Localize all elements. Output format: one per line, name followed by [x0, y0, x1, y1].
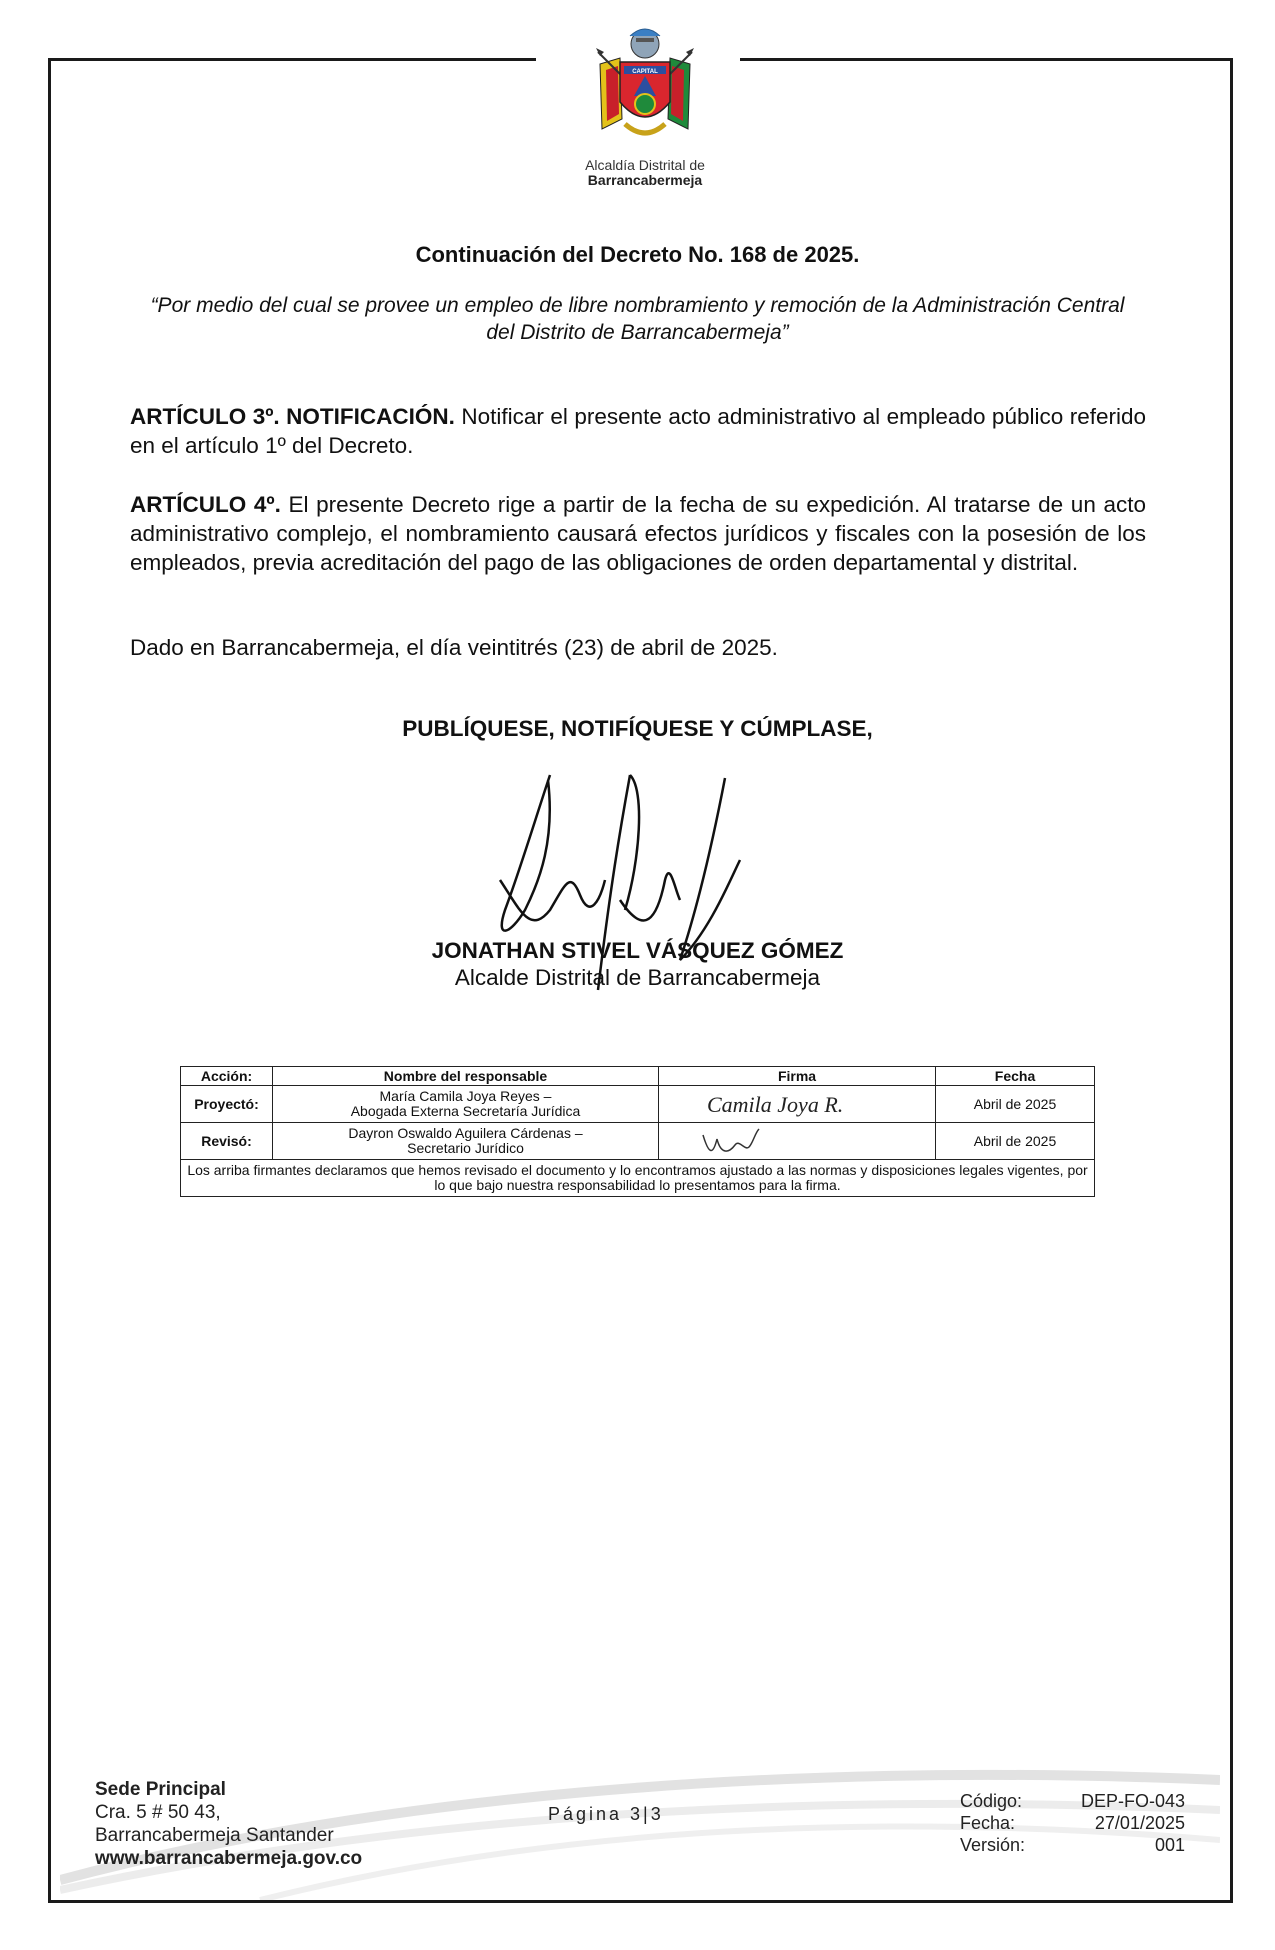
footer-code-row — [960, 1790, 1185, 1812]
article-4-text: El presente Decreto rige a partir de la fecha de su expedición. Al tratarse de un acto administrativo complejo, el nombramiento causará efectos jurídicos y fiscales con la posesión de los empleados, previa acreditación del pago de las obligaciones de orden departamental y distrital. — [130, 492, 1146, 575]
footer-version-label: Versión: — [960, 1835, 1026, 1855]
header-date: Fecha — [936, 1067, 1095, 1086]
row-date: Abril de 2025 — [936, 1123, 1095, 1160]
row-name-line1: Dayron Oswaldo Aguilera Cárdenas – — [348, 1125, 583, 1141]
closing-formula: PUBLÍQUESE, NOTIFÍQUESE Y CÚMPLASE, — [402, 716, 873, 741]
article-4 — [130, 490, 1146, 577]
footer-address — [95, 1778, 362, 1870]
footer-doc-info — [960, 1790, 1185, 1856]
page-number: Página 3|3 — [548, 1804, 664, 1824]
footer-version-row — [960, 1834, 1185, 1856]
handwritten-signature — [699, 1088, 879, 1120]
table-row — [181, 1123, 1095, 1160]
article-4-heading: ARTÍCULO 4º. — [130, 492, 281, 517]
logo-caption-line1: Alcaldía Distrital de — [585, 157, 705, 173]
table-note-row — [181, 1160, 1095, 1197]
svg-text:Camila Joya R.: Camila Joya R. — [707, 1092, 844, 1117]
header-name: Nombre del responsable — [273, 1067, 659, 1086]
footer-website-link[interactable]: www.barrancabermeja.gov.co — [95, 1848, 363, 1869]
document-title: Continuación del Decreto No. 168 de 2025. — [415, 242, 860, 267]
svg-text:CAPITAL: CAPITAL — [632, 69, 658, 75]
article-3-text: Notificar el presente acto administrativo al empleado público referido en el artículo 1º del Decreto. — [130, 404, 1146, 458]
signer-name: JONATHAN STIVEL VÁSQUEZ GÓMEZ — [431, 938, 844, 963]
row-name-line2: Abogada Externa Secretaría Jurídica — [350, 1103, 581, 1119]
footer-code-value: DEP-FO-043 — [1080, 1791, 1185, 1811]
row-date: Abril de 2025 — [936, 1086, 1095, 1123]
row-signature — [659, 1086, 936, 1123]
header-signature: Firma — [659, 1067, 936, 1086]
logo-caption — [545, 158, 745, 188]
footer-version-value: 001 — [1154, 1835, 1185, 1855]
coat-of-arms-logo — [590, 24, 700, 156]
article-3-heading: ARTÍCULO 3º. NOTIFICACIÓN. — [130, 404, 455, 429]
row-action: Revisó: — [181, 1123, 273, 1160]
row-action: Proyectó: — [181, 1086, 273, 1123]
row-signature — [659, 1123, 936, 1160]
article-3 — [130, 402, 1146, 460]
review-note: Los arriba firmantes declaramos que hemos revisado el documento y lo encontramos ajustado a las normas y disposiciones legales vigentes, por lo que bajo nuestra responsabilidad lo presentamos para la firma. — [181, 1160, 1095, 1197]
review-table — [180, 1066, 1095, 1197]
footer-address-line1: Cra. 5 # 50 43, — [95, 1802, 221, 1823]
footer-code-label: Código: — [960, 1791, 1023, 1811]
footer-address-line2: Barrancabermeja Santander — [95, 1825, 334, 1846]
footer-date-label: Fecha: — [960, 1813, 1016, 1833]
row-name-line1: María Camila Joya Reyes – — [379, 1088, 552, 1104]
row-name — [273, 1086, 659, 1123]
handwritten-signature — [699, 1125, 879, 1157]
row-name — [273, 1123, 659, 1160]
footer-date-row — [960, 1812, 1185, 1834]
footer-date-value: 27/01/2025 — [1094, 1813, 1185, 1833]
given-at-text: Dado en Barrancabermeja, el día veintitrés (23) de abril de 2025. — [130, 635, 778, 660]
table-row — [181, 1086, 1095, 1123]
document-subtitle: “Por medio del cual se provee un empleo de libre nombramiento y remoción de la Administración Central del Distrito de Barrancabermeja” — [150, 294, 1125, 344]
header-action: Acción: — [181, 1067, 273, 1086]
row-name-line2: Secretario Jurídico — [407, 1140, 524, 1156]
logo-caption-line2: Barrancabermeja — [587, 172, 703, 188]
review-table-header — [181, 1067, 1095, 1086]
signer-title: Alcalde Distrital de Barrancabermeja — [454, 965, 821, 990]
footer-office-label: Sede Principal — [95, 1779, 226, 1800]
